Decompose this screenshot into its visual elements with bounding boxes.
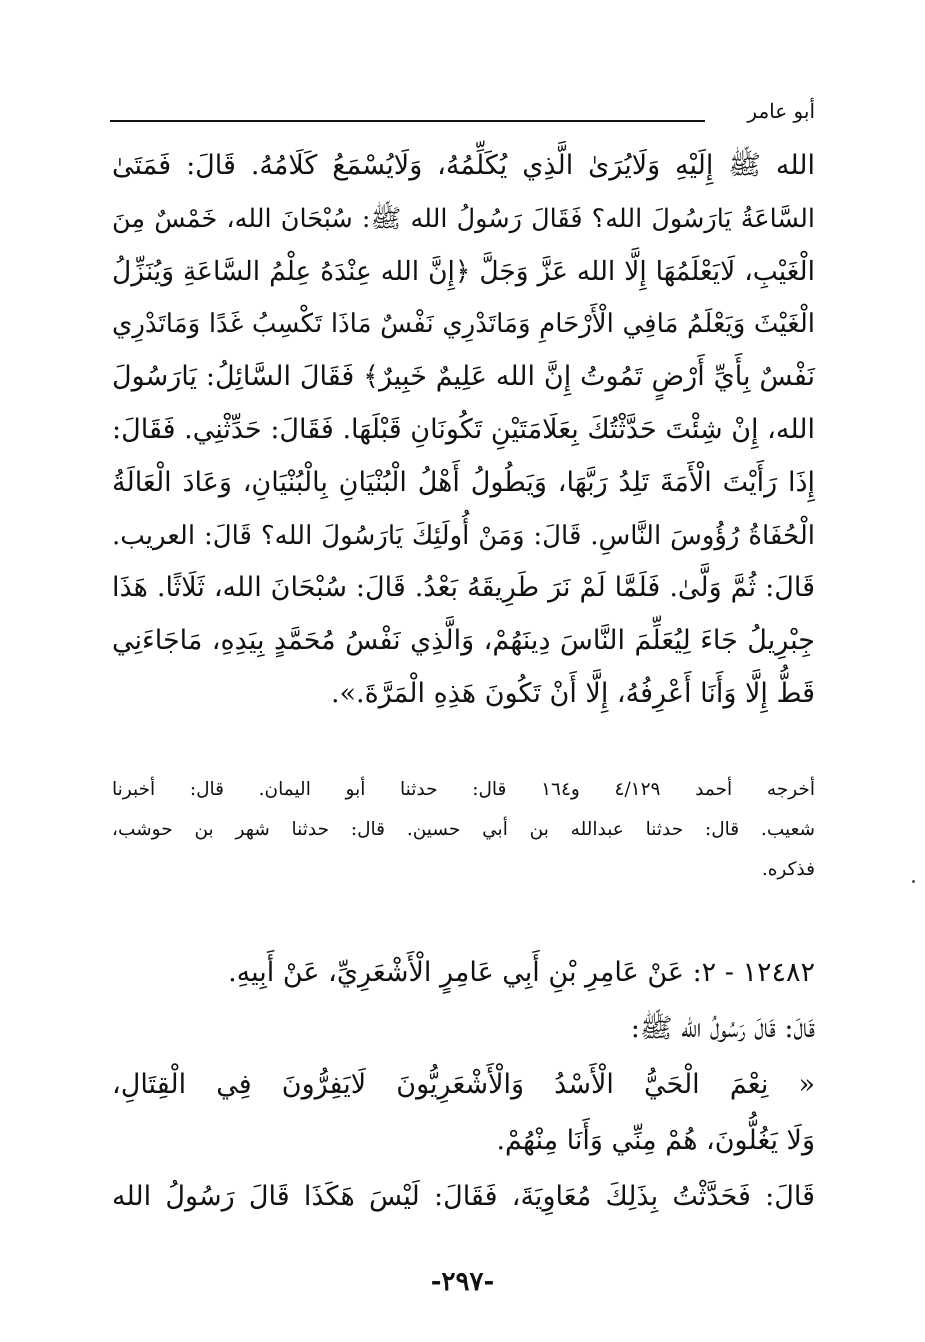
hadith-line: الْغَيْبِ، لَايَعْلَمُهَا إِلَّا الله عَزَّ وَجَلَّ ﴿إِنَّ الله عِنْدَهُ عِلْمُ السَّاعَةِ وَيُنَزِّلُ xyxy=(112,255,815,287)
running-title: أبو عامر xyxy=(747,99,815,123)
scan-speck xyxy=(912,880,915,883)
hadith-line: جِبْرِيلُ جَاءَ لِيُعَلِّمَ النَّاسَ دِينَهُمْ، وَالَّذِي نَفْسُ مُحَمَّدٍ بِيَدِهِ، مَاجَاءَنِي xyxy=(112,625,815,657)
hadith-line: الْغَيْثَ وَيَعْلَمُ مَافِي الْأَرْحَامِ وَمَاتَدْرِي نَفْسٌ مَاذَا تَكْسِبُ غَدًا وَمَاتَدْرِي xyxy=(112,309,815,340)
takhrij-note xyxy=(112,770,815,890)
hadith-text xyxy=(112,140,815,721)
hadith-line: وَلَا يَغُلُّونَ، هُمْ مِنِّي وَأَنَا مِنْهُمْ. xyxy=(496,1125,815,1156)
takhrij-line: أخرجه أحمد ٤/١٢٩ و١٦٤ قال: حدثنا أبو اليمان. قال: أخبرنا xyxy=(112,779,815,800)
hadith-line: نَفْسٌ بِأَيِّ أَرْضٍ تَمُوتُ إِنَّ الله عَلِيمٌ خَبِيرٌ﴾ فَقَالَ السَّائِلُ: يَارَسُولَ xyxy=(112,361,815,393)
page-number: -٢٩٧- xyxy=(430,1267,495,1297)
hadith-heading: ١٢٤٨٢ - ٢: عَنْ عَامِرِ بْنِ أَبِي عَامِرٍ الْأَشْعَرِيِّ، عَنْ أَبِيهِ. xyxy=(228,957,815,988)
hadith-line: قَالَ: فَحَدَّثْتُ بِذَلِكَ مُعَاوِيَةَ، فَقَالَ: لَيْسَ هَكَذَا قَالَ رَسُولُ الله xyxy=(112,1181,815,1212)
takhrij-line: فذكره. xyxy=(761,859,815,880)
hadith-line: قَالَ: قَالَ رَسُولُ الله ﷺ: xyxy=(630,1013,815,1044)
hadith-line: الله ﷺ إِلَيْهِ وَلَايُرَىٰ الَّذِي يُكَلِّمُهُ، وَلَايُسْمَعُ كَلَامُهُ. قَالَ: فَمَتَىٰ xyxy=(112,150,815,181)
hadith-line: الْحُفَاةُ رُؤُوسَ النَّاسِ. قَالَ: وَمَنْ أُولَئِكَ يَارَسُولَ الله؟ قَالَ: العريب. xyxy=(112,520,815,551)
hadith-line: الله، إِنْ شِئْتَ حَدَّثْتُكَ بِعَلَامَتَيْنِ تَكُونَانِ قَبْلَهَا. فَقَالَ: حَدِّثْنِي. فَقَالَ: xyxy=(112,413,815,445)
takhrij-line: شعيب. قال: حدثنا عبدالله بن أبي حسين. قال: حدثنا شهر بن حوشب، xyxy=(112,819,815,840)
running-header xyxy=(110,96,815,128)
hadith-line: إِذَا رَأَيْتَ الْأَمَةَ تَلِدُ رَبَّهَا، وَيَطُولُ أَهْلُ الْبُنْيَانِ بِالْبُنْيَانِ، وَعَادَ الْعَالَةُ xyxy=(112,466,815,498)
hadith-line: قَطُّ إِلَّا وَأَنَا أَعْرِفُهُ، إِلَّا أَنْ تَكُونَ هَذِهِ الْمَرَّةَ.». xyxy=(330,677,815,709)
hadith-12482 xyxy=(112,945,815,1225)
hadith-line: قَالَ: ثُمَّ وَلَّىٰ. فَلَمَّا لَمْ نَرَ طَرِيقَهُ بَعْدُ. قَالَ: سُبْحَانَ الله، ثَلَاثًا. هَذَا xyxy=(112,572,815,604)
header-rule xyxy=(110,120,705,122)
hadith-line: السَّاعَةُ يَارَسُولَ الله؟ فَقَالَ رَسُولُ الله ﷺ: سُبْحَانَ الله، خَمْسٌ مِنَ xyxy=(112,203,815,234)
hadith-line: « نِعْمَ الْحَيُّ الْأَسْدُ وَالْأَشْعَرِيُّونَ لَايَفِرُّونَ فِي الْقِتَالِ، xyxy=(112,1069,815,1100)
